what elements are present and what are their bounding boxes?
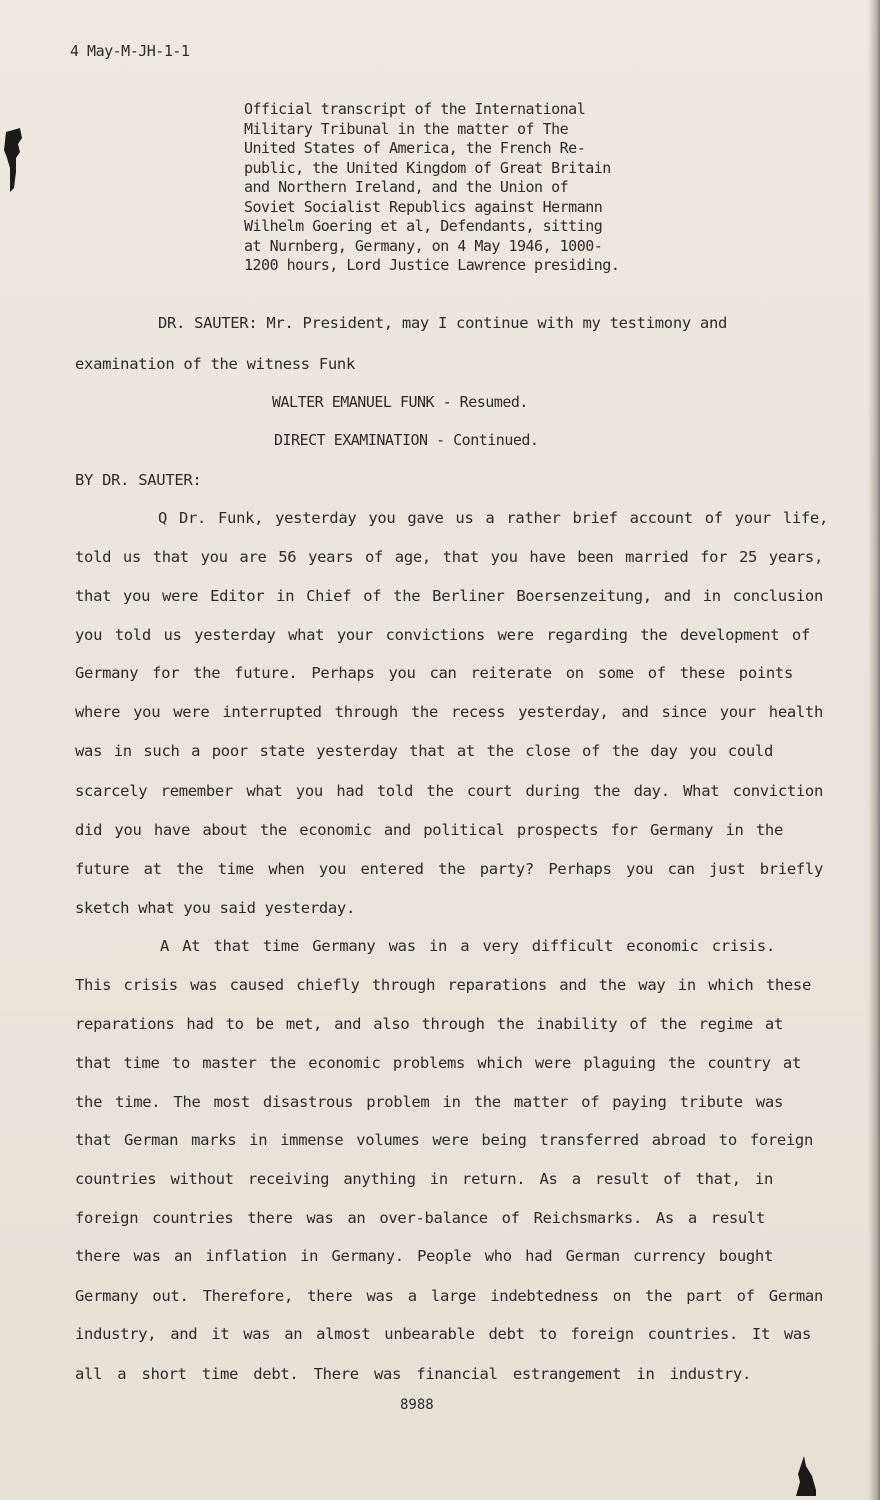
answer-line: all a short time debt. There was financial estrangement in industry. (75, 1365, 751, 1383)
answer-line: Germany out. Therefore, there was a large indebtedness on the part of German (75, 1287, 823, 1305)
answer-line: industry, and it was an almost unbearable debt to foreign countries. It was (75, 1325, 811, 1343)
caption-line: Official transcript of the International (244, 100, 586, 118)
punch-hole-mark-icon (4, 128, 24, 194)
examiner-line: BY DR. SAUTER: (75, 471, 202, 489)
caption-line: 1200 hours, Lord Justice Lawrence presiding. (244, 256, 620, 274)
answer-line: This crisis was caused chiefly through reparations and the way in which these (75, 976, 811, 994)
caption-line: at Nurnberg, Germany, on 4 May 1946, 1000- (244, 236, 603, 255)
question-line: future at the time when you entered the party? Perhaps you can just briefly (75, 860, 823, 878)
question-line: Germany for the future. Perhaps you can reiterate on some of these points (75, 664, 793, 682)
examination-heading: DIRECT EXAMINATION - Continued. (274, 431, 539, 449)
question-line: sketch what you said yesterday. (75, 899, 355, 917)
question-line: where you were interrupted through the recess yesterday, and since your health (75, 703, 823, 721)
answer-line: that German marks in immense volumes were being transferred abroad to foreign (75, 1131, 813, 1149)
page-number: 8988 (400, 1397, 434, 1413)
question-line: did you have about the economic and political prospects for Germany in the (75, 821, 783, 839)
caption-line: and Northern Ireland, and the Union of (244, 178, 569, 196)
answer-line: A At that time Germany was in a very difficult economic crisis. (160, 937, 775, 955)
question-line: you told us yesterday what your convictions were regarding the development of (75, 626, 810, 644)
answer-line: the time. The most disastrous problem in the matter of paying tribute was (75, 1093, 783, 1111)
answer-line: there was an inflation in Germany. People who had German currency bought (75, 1247, 773, 1265)
document-code: 4 May-M-JH-1-1 (70, 42, 190, 60)
page-edge-shadow (868, 0, 880, 1500)
corner-ink-mark-icon (786, 1456, 816, 1496)
answer-line: reparations had to be met, and also through the inability of the regime at (75, 1015, 783, 1033)
question-line: was in such a poor state yesterday that at the close of the day you could (75, 742, 773, 760)
transcript-caption (244, 100, 684, 276)
caption-line: United States of America, the French Re- (244, 139, 586, 157)
question-line: that you were Editor in Chief of the Berliner Boersenzeitung, and in conclusion (75, 587, 823, 605)
answer-line: countries without receiving anything in return. As a result of that, in (75, 1170, 773, 1188)
caption-line: Military Tribunal in the matter of The (244, 119, 569, 138)
caption-line: Soviet Socialist Republics against Hermann (244, 197, 603, 216)
opening-statement-line: examination of the witness Funk (75, 355, 355, 373)
question-line: scarcely remember what you had told the court during the day. What conviction (75, 782, 823, 800)
caption-line: public, the United Kingdom of Great Britain (244, 158, 611, 177)
opening-statement-line: DR. SAUTER: Mr. President, may I continue with my testimony and (158, 314, 728, 332)
answer-line: foreign countries there was an over-balance of Reichsmarks. As a result (75, 1209, 765, 1227)
answer-line: that time to master the economic problems which were plaguing the country at (75, 1054, 801, 1072)
caption-line: Wilhelm Goering et al, Defendants, sitting (244, 217, 603, 235)
question-line: Q Dr. Funk, yesterday you gave us a rather brief account of your life, (158, 509, 828, 527)
question-line: told us that you are 56 years of age, that you have been married for 25 years, (75, 548, 823, 566)
witness-heading: WALTER EMANUEL FUNK - Resumed. (272, 393, 528, 411)
